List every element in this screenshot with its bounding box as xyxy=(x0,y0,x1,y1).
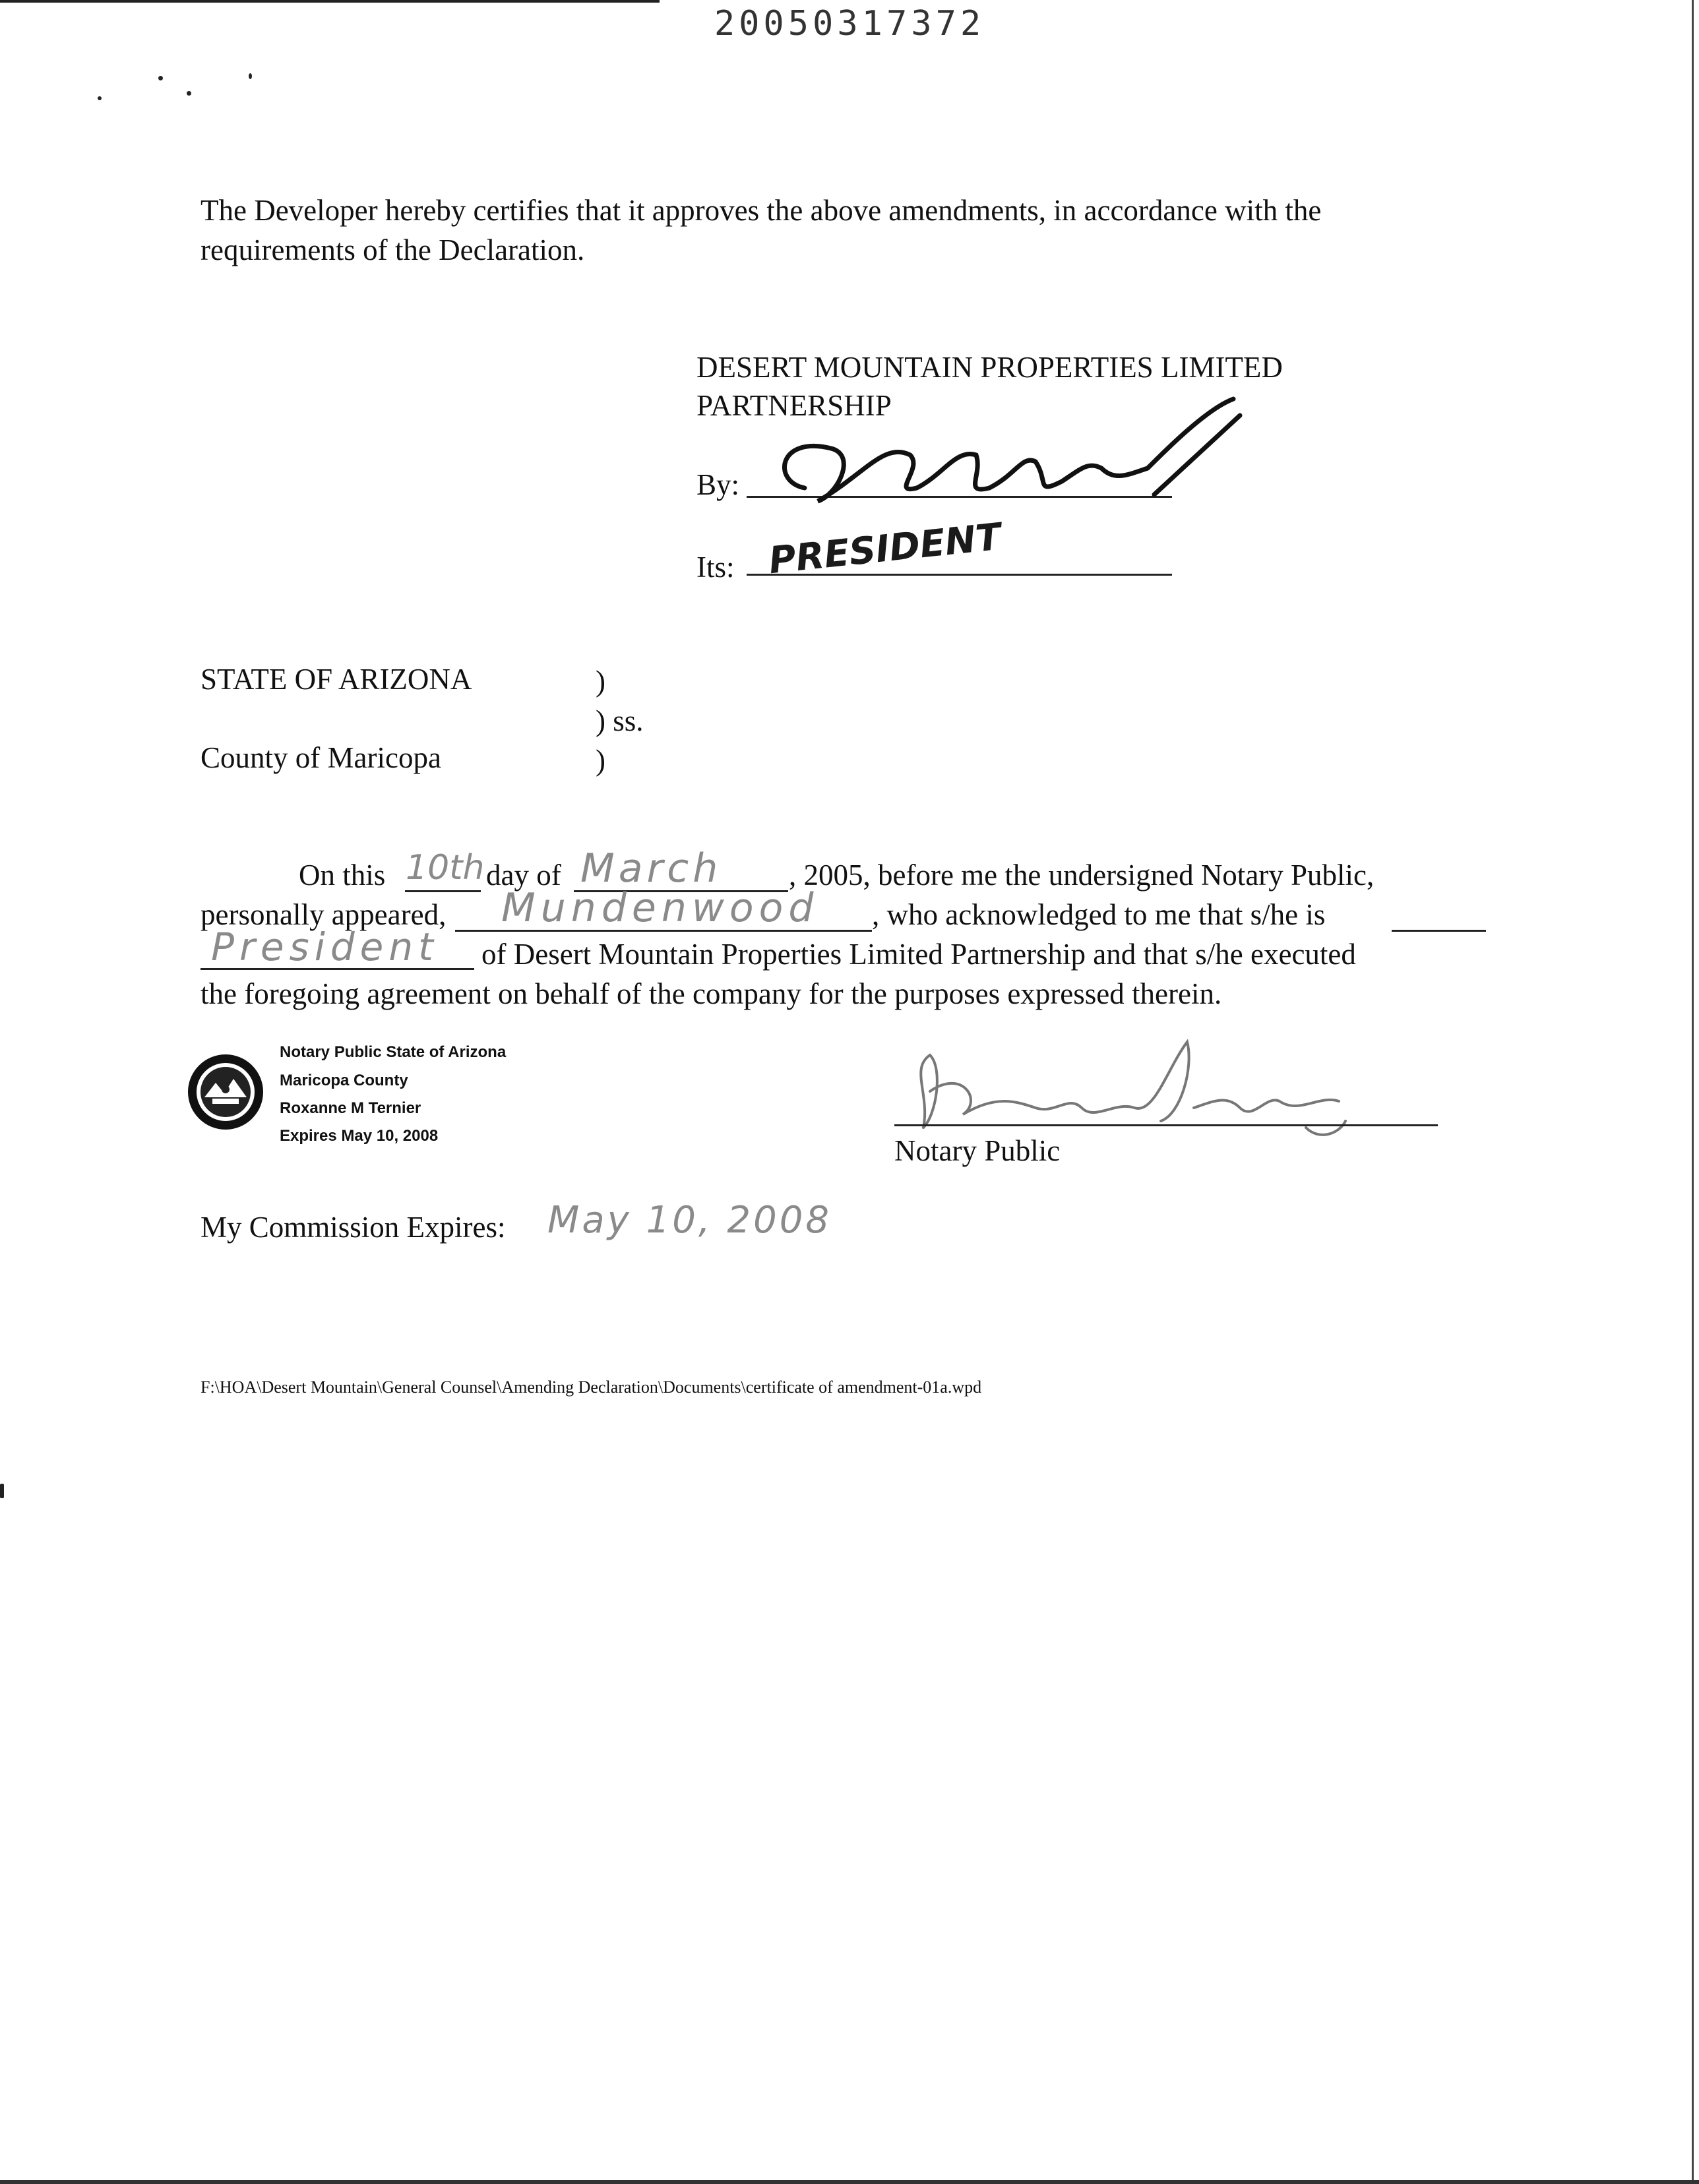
scan-speck xyxy=(0,1484,4,1498)
scan-right-edge xyxy=(1692,0,1694,2184)
company-name-line-2: PARTNERSHIP xyxy=(696,389,892,422)
arizona-state-seal-icon xyxy=(186,1051,265,1133)
ack-line4: the foregoing agreement on behalf of the company for the purposes expressed therein. xyxy=(201,977,1222,1010)
ack-title-handwritten: President xyxy=(211,925,439,969)
ack-day-blank xyxy=(405,890,481,892)
venue-county: County of Maricopa xyxy=(201,741,441,774)
by-label: By: xyxy=(696,468,740,501)
ack-on-this: On this xyxy=(299,859,386,892)
ack-line1-rest: , 2005, before me the undersigned Notary Public, xyxy=(789,859,1375,892)
venue-state: STATE OF ARIZONA xyxy=(201,663,472,696)
certification-line-1: The Developer hereby certifies that it approves the above amendments, in accordance with the xyxy=(201,194,1322,227)
president-signature xyxy=(758,396,1247,521)
seal-line-2: Maricopa County xyxy=(280,1072,408,1089)
ack-title-blank-end xyxy=(1392,930,1486,932)
ack-line2-rest: , who acknowledged to me that s/he is xyxy=(872,898,1326,931)
scan-bottom-edge xyxy=(0,2180,1699,2184)
scan-speck xyxy=(158,76,163,80)
ack-name-handwritten: Mundenwood xyxy=(501,885,819,931)
commission-date-handwritten: May 10, 2008 xyxy=(547,1199,832,1242)
scan-speck xyxy=(187,91,191,96)
notary-signature-line xyxy=(894,1124,1438,1126)
commission-label: My Commission Expires: xyxy=(201,1211,506,1244)
certification-line-2: requirements of the Declaration. xyxy=(201,233,585,266)
company-name-line-1: DESERT MOUNTAIN PROPERTIES LIMITED xyxy=(696,351,1283,384)
venue-ss: ) ss. xyxy=(596,704,644,737)
footer-file-path: F:\HOA\Desert Mountain\General Counsel\Amending Declaration\Documents\certificate of amendment-01a.wpd xyxy=(201,1378,982,1397)
notary-public-label: Notary Public xyxy=(894,1134,1061,1167)
venue-paren-3: ) xyxy=(596,744,605,777)
seal-line-4: Expires May 10, 2008 xyxy=(280,1127,439,1145)
seal-line-1: Notary Public State of Arizona xyxy=(280,1043,507,1061)
venue-paren-1: ) xyxy=(596,665,605,698)
scan-speck xyxy=(98,96,102,100)
its-label: Its: xyxy=(696,551,735,584)
ack-day-handwritten: 10th xyxy=(406,848,485,888)
its-handwritten-title: PRESIDENT xyxy=(766,515,1003,583)
ack-line3-rest: of Desert Mountain Properties Limited Partnership and that s/he executed xyxy=(481,938,1356,971)
ack-day-of: day of xyxy=(486,859,561,892)
recording-number: 20050317372 xyxy=(714,4,985,44)
scan-speck xyxy=(249,73,252,79)
seal-line-3: Roxanne M Ternier xyxy=(280,1099,421,1117)
ack-month-handwritten: March xyxy=(580,845,722,892)
ack-personally-appeared: personally appeared, xyxy=(201,898,447,931)
